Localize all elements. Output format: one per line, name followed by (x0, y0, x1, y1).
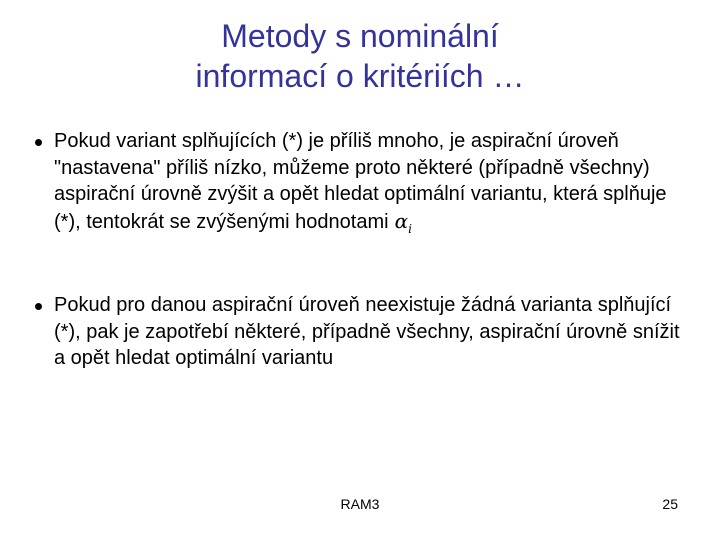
alpha-symbol (394, 208, 412, 236)
bullet-item-2 (32, 292, 682, 372)
alpha-symbol-base: α (394, 208, 409, 233)
bullet-dot-icon (35, 139, 42, 146)
slide-title-line-2: informací o kritériích … (195, 58, 525, 94)
bullet-item-1 (32, 128, 682, 242)
bullet-list (32, 128, 682, 372)
footer-label: RAM3 (340, 496, 380, 512)
page-number: 25 (662, 496, 678, 512)
slide-title-line-1: Metody s nominální (221, 18, 499, 54)
bullet-dot-icon (35, 303, 42, 310)
bullet-text-2: Pokud pro danou aspirační úroveň neexistuje žádná varianta splňující (*), pak je zapotřebí některé, případně všechny, aspirační úrovně snížit a opět hledat optimální variantu (54, 294, 680, 369)
alpha-symbol-subscript: i (408, 221, 412, 236)
slide-title (0, 16, 720, 96)
bullet-text-1: Pokud variant splňujících (*) je příliš mnoho, je aspirační úroveň "nastavena" příliš nízko, můžeme proto některé (případně všechny) aspirační úrovně zvýšit a opět hledat optimální variantu, která splňuje (*), tentokrát se zvýšenými hodnotami (54, 130, 667, 233)
